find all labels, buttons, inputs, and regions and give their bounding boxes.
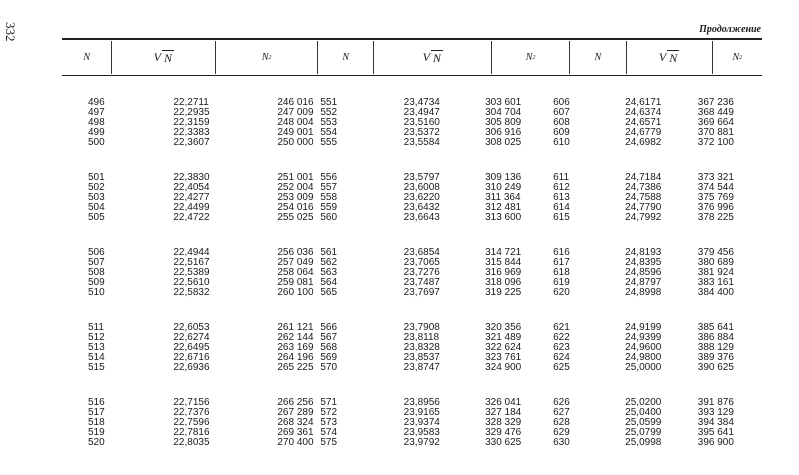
sqrt-value: 24,7992 <box>625 212 662 223</box>
square-value: 250 000 <box>277 137 314 148</box>
sqrt-value: 24,9399 <box>625 332 662 343</box>
n-value: 611 <box>553 172 570 183</box>
square-value: 305 809 <box>485 117 522 128</box>
square-value: 247 009 <box>277 107 314 118</box>
square-value: 370 881 <box>697 127 734 138</box>
sqrt-value: 24,9199 <box>625 322 662 333</box>
square-value: 251 001 <box>277 172 314 183</box>
sqrt-value: 23,7487 <box>403 277 440 288</box>
table-column <box>573 98 680 173</box>
sqrt-value: 24,9600 <box>625 342 662 353</box>
sqrt-value: 22,3830 <box>173 172 210 183</box>
square-value: 379 456 <box>697 247 734 258</box>
table-column <box>131 98 209 173</box>
square-value: 327 184 <box>485 407 522 418</box>
sqrt-value: 22,8035 <box>173 437 210 448</box>
sqrt-value: 22,4722 <box>173 212 210 223</box>
table-column <box>131 173 209 248</box>
sqrt-value: 22,3607 <box>173 137 210 148</box>
square-value: 262 144 <box>277 332 314 343</box>
square-value: 372 100 <box>697 137 734 148</box>
sqrt-value: 23,6854 <box>403 247 440 258</box>
sqrt-value: 22,6716 <box>173 352 210 363</box>
table-column <box>463 98 538 173</box>
table-column <box>463 323 538 398</box>
square-value: 323 761 <box>485 352 522 363</box>
table-block <box>62 98 762 173</box>
table-column <box>305 323 351 398</box>
square-value: 269 361 <box>277 427 314 438</box>
sqrt-value: 24,8797 <box>625 277 662 288</box>
n-value: 514 <box>88 352 105 363</box>
n-value: 569 <box>320 352 338 363</box>
sqrt-value: 22,5167 <box>173 257 210 268</box>
sqrt-value: 23,9583 <box>403 427 440 438</box>
sqrt-value: 24,6779 <box>625 127 662 138</box>
n-value: 629 <box>553 427 570 438</box>
header-n-1: N <box>83 52 91 63</box>
n-value: 519 <box>88 427 105 438</box>
square-value: 314 721 <box>485 247 522 258</box>
table-column <box>352 98 463 173</box>
n-value: 554 <box>320 127 338 138</box>
table-column <box>538 398 573 473</box>
sqrt-value: 25,0400 <box>625 407 662 418</box>
square-value: 328 329 <box>485 417 522 428</box>
square-value: 254 016 <box>277 202 314 213</box>
square-value: 264 196 <box>277 352 314 363</box>
sqrt-value: 23,7908 <box>403 322 440 333</box>
square-value: 378 225 <box>697 212 734 223</box>
sqrt-value: 22,5389 <box>173 267 210 278</box>
sqrt-value: 23,7276 <box>403 267 440 278</box>
sqrt-value: 24,7184 <box>625 172 662 183</box>
square-value: 321 489 <box>485 332 522 343</box>
square-value: 267 289 <box>277 407 314 418</box>
table-column <box>463 173 538 248</box>
sqrt-value: 22,7596 <box>173 417 210 428</box>
n-value: 558 <box>320 192 338 203</box>
square-value: 381 924 <box>697 267 734 278</box>
n-value: 512 <box>88 332 105 343</box>
table-top-rule <box>62 38 762 40</box>
table-column <box>131 248 209 323</box>
header-n-squared-2: N 2 <box>491 41 569 74</box>
table-column <box>680 323 762 398</box>
table-column <box>463 398 538 473</box>
sqrt-value: 22,7156 <box>173 397 210 408</box>
sqrt-value: 22,6053 <box>173 322 210 333</box>
n-value: 503 <box>88 192 105 203</box>
n-value: 630 <box>553 437 570 448</box>
table-column <box>680 398 762 473</box>
n-value: 562 <box>320 257 338 268</box>
square-value: 320 356 <box>485 322 522 333</box>
square-value: 255 025 <box>277 212 314 223</box>
n-value: 625 <box>553 362 570 373</box>
square-value: 367 236 <box>697 97 734 108</box>
table-column <box>463 248 538 323</box>
sqrt-value: 24,8998 <box>625 287 662 298</box>
sqrt-value: 25,0599 <box>625 417 662 428</box>
square-value: 311 364 <box>485 192 521 203</box>
table-block <box>62 398 762 473</box>
table-column <box>209 97 314 173</box>
square-value: 308 025 <box>485 137 522 148</box>
sqrt-value: 22,2935 <box>173 107 210 118</box>
n-value: 613 <box>553 192 570 203</box>
square-value: 259 081 <box>277 277 314 288</box>
table-column <box>352 398 463 473</box>
n-value: 502 <box>88 182 105 193</box>
sqrt-value: 24,9800 <box>625 352 662 363</box>
table-column <box>538 248 573 323</box>
table-column <box>680 248 762 323</box>
sqrt-value: 23,5797 <box>403 172 440 183</box>
n-value: 496 <box>88 97 105 108</box>
sqrt-value: 22,6936 <box>173 362 210 373</box>
n-value: 501 <box>88 172 105 183</box>
table-column <box>209 247 314 323</box>
n-value: 563 <box>320 267 338 278</box>
square-value: 252 004 <box>277 182 314 193</box>
square-value: 249 001 <box>277 127 314 138</box>
table-column <box>305 173 351 248</box>
n-value: 614 <box>553 202 570 213</box>
sqrt-value: 22,4054 <box>173 182 210 193</box>
square-value: 257 049 <box>277 257 314 268</box>
square-value: 373 321 <box>697 172 734 183</box>
header-n-squared-3: N 2 <box>712 41 762 74</box>
square-value: 310 249 <box>485 182 522 193</box>
sqrt-value: 22,6495 <box>173 342 210 353</box>
n-value: 618 <box>553 267 570 278</box>
n-value: 610 <box>553 137 570 148</box>
table-header-rule <box>62 75 762 76</box>
n-value: 627 <box>553 407 570 418</box>
table-column <box>538 323 573 398</box>
table-column <box>680 173 762 248</box>
table-block <box>62 173 762 248</box>
n-value: 513 <box>88 342 105 353</box>
square-value: 268 324 <box>277 417 314 428</box>
sqrt-value: 23,9165 <box>403 407 440 418</box>
table-body <box>62 98 762 473</box>
n-value: 552 <box>320 107 338 118</box>
header-sqrt-n-1: V N <box>111 41 215 74</box>
n-value: 559 <box>320 202 338 213</box>
header-n-squared-1: N 2 <box>215 41 317 74</box>
square-value: 395 641 <box>697 427 734 438</box>
square-value: 312 481 <box>485 202 522 213</box>
sqrt-value: 24,7386 <box>625 182 662 193</box>
square-value: 374 544 <box>697 182 734 193</box>
sqrt-value: 23,5372 <box>403 127 440 138</box>
sqrt-value: 25,0998 <box>625 437 662 448</box>
sqrt-value: 23,6643 <box>403 212 440 223</box>
n-value: 506 <box>88 247 105 258</box>
table-column <box>62 98 131 173</box>
sqrt-value: 23,8118 <box>403 332 440 343</box>
square-value: 380 689 <box>697 257 734 268</box>
n-value: 553 <box>320 117 338 128</box>
square-value: 384 400 <box>697 287 734 298</box>
n-value: 574 <box>320 427 338 438</box>
table-column <box>573 173 680 248</box>
n-value: 500 <box>88 137 105 148</box>
n-value: 608 <box>553 117 570 128</box>
sqrt-value: 23,5160 <box>403 117 440 128</box>
sqrt-value: 23,7697 <box>403 287 440 298</box>
sqrt-value: 22,2711 <box>173 97 209 108</box>
n-value: 515 <box>88 362 105 373</box>
square-value: 385 641 <box>697 322 734 333</box>
n-value: 609 <box>553 127 570 138</box>
square-value: 309 136 <box>485 172 522 183</box>
sqrt-value: 24,6571 <box>625 117 662 128</box>
table-column <box>538 98 573 173</box>
table-column <box>131 323 209 398</box>
n-value: 507 <box>88 257 105 268</box>
n-value: 572 <box>320 407 338 418</box>
n-value: 557 <box>320 182 338 193</box>
sqrt-value: 23,7065 <box>403 257 440 268</box>
square-value: 386 884 <box>697 332 734 343</box>
square-value: 253 009 <box>277 192 314 203</box>
sqrt-value: 24,8193 <box>625 247 662 258</box>
square-value: 396 900 <box>697 437 734 448</box>
table-column <box>62 248 131 323</box>
square-value: 394 384 <box>697 417 734 428</box>
sqrt-value: 23,4734 <box>403 97 440 108</box>
n-value: 520 <box>88 437 105 448</box>
n-value: 570 <box>320 362 338 373</box>
square-value: 326 041 <box>485 397 522 408</box>
square-value: 329 476 <box>485 427 522 438</box>
square-value: 389 376 <box>697 352 734 363</box>
table-column <box>305 398 351 473</box>
sqrt-value: 23,6432 <box>403 202 440 213</box>
table-column <box>209 397 314 473</box>
square-value: 260 100 <box>277 287 314 298</box>
square-value: 266 256 <box>277 397 314 408</box>
n-value: 510 <box>88 287 105 298</box>
n-value: 566 <box>320 322 338 333</box>
table-column <box>352 173 463 248</box>
header-n-2: N <box>317 41 373 74</box>
n-value: 606 <box>553 97 570 108</box>
n-value: 612 <box>553 182 570 193</box>
sqrt-value: 22,4277 <box>173 192 210 203</box>
sqrt-value: 23,8956 <box>403 397 440 408</box>
table-column <box>305 248 351 323</box>
sqrt-value: 24,6982 <box>625 137 662 148</box>
n-value: 497 <box>88 107 105 118</box>
square-value: 313 600 <box>485 212 522 223</box>
n-value: 508 <box>88 267 105 278</box>
n-value: 621 <box>553 322 570 333</box>
square-value: 263 169 <box>277 342 314 353</box>
square-value: 256 036 <box>277 247 314 258</box>
table-column <box>131 398 209 473</box>
n-value: 607 <box>553 107 570 118</box>
table-column <box>62 173 131 248</box>
n-value: 568 <box>320 342 338 353</box>
square-value: 303 601 <box>485 97 522 108</box>
square-value: 322 624 <box>485 342 522 353</box>
n-value: 622 <box>553 332 570 343</box>
table-column <box>209 322 314 398</box>
sqrt-value: 23,9374 <box>403 417 440 428</box>
page-number: 332 <box>3 22 18 42</box>
sqrt-value: 25,0200 <box>625 397 662 408</box>
sqrt-value: 24,8596 <box>625 267 662 278</box>
n-value: 626 <box>553 397 570 408</box>
sqrt-value: 22,4944 <box>173 247 210 258</box>
sqrt-value: 23,6008 <box>403 182 440 193</box>
sqrt-value: 24,7588 <box>625 192 662 203</box>
header-sqrt-n-3: V N <box>626 41 712 74</box>
table-column <box>538 173 573 248</box>
header-sqrt-n-2: V N <box>373 41 491 74</box>
n-value: 573 <box>320 417 338 428</box>
square-value: 393 129 <box>697 407 734 418</box>
n-value: 617 <box>553 257 570 268</box>
square-value: 330 625 <box>485 437 522 448</box>
sqrt-value: 23,8537 <box>403 352 440 363</box>
n-value: 575 <box>320 437 338 448</box>
table-column <box>209 172 314 248</box>
square-value: 306 916 <box>485 127 522 138</box>
square-value: 369 664 <box>697 117 734 128</box>
square-value: 304 704 <box>485 107 522 118</box>
sqrt-value: 23,4947 <box>403 107 440 118</box>
table-column <box>62 398 131 473</box>
n-value: 628 <box>553 417 570 428</box>
continuation-label: Продолжение <box>699 24 761 35</box>
square-value: 261 121 <box>277 322 314 333</box>
n-value: 509 <box>88 277 105 288</box>
n-value: 567 <box>320 332 338 343</box>
sqrt-value: 22,5832 <box>173 287 210 298</box>
table-column <box>680 98 762 173</box>
sqrt-value: 23,5584 <box>403 137 440 148</box>
square-value: 375 769 <box>697 192 734 203</box>
n-value: 551 <box>320 97 338 108</box>
n-value: 620 <box>553 287 570 298</box>
square-value: 315 844 <box>485 257 522 268</box>
sqrt-value: 24,6374 <box>625 107 662 118</box>
table-block <box>62 248 762 323</box>
header-n-3: N <box>569 41 625 74</box>
square-value: 391 876 <box>697 397 734 408</box>
n-value: 516 <box>88 397 105 408</box>
sqrt-value: 25,0000 <box>625 362 662 373</box>
sqrt-value: 25,0799 <box>625 427 662 438</box>
sqrt-value: 22,7816 <box>173 427 210 438</box>
square-value: 383 161 <box>697 277 734 288</box>
square-value: 270 400 <box>277 437 314 448</box>
n-value: 623 <box>553 342 570 353</box>
n-value: 560 <box>320 212 338 223</box>
n-value: 564 <box>320 277 338 288</box>
table-block <box>62 323 762 398</box>
n-value: 498 <box>88 117 105 128</box>
n-value: 504 <box>88 202 105 213</box>
square-value: 246 016 <box>277 97 314 108</box>
sqrt-value: 22,5610 <box>173 277 210 288</box>
sqrt-value: 22,3383 <box>173 127 210 138</box>
table-column <box>352 248 463 323</box>
table-column <box>352 323 463 398</box>
square-value: 318 096 <box>485 277 522 288</box>
square-value: 319 225 <box>485 287 522 298</box>
table-column <box>573 248 680 323</box>
table-column <box>573 398 680 473</box>
n-value: 511 <box>88 322 104 333</box>
square-value: 376 996 <box>697 202 734 213</box>
n-value: 615 <box>553 212 570 223</box>
n-value: 565 <box>320 287 338 298</box>
n-value: 571 <box>320 397 338 408</box>
n-value: 517 <box>88 407 105 418</box>
n-value: 556 <box>320 172 338 183</box>
n-value: 555 <box>320 137 338 148</box>
sqrt-value: 24,6171 <box>625 97 662 108</box>
table-column <box>573 323 680 398</box>
sqrt-value: 23,8328 <box>403 342 440 353</box>
sqrt-value: 23,6220 <box>403 192 440 203</box>
sqrt-value: 22,6274 <box>173 332 210 343</box>
n-value: 499 <box>88 127 105 138</box>
square-value: 258 064 <box>277 267 314 278</box>
square-value: 388 129 <box>697 342 734 353</box>
sqrt-value: 23,8747 <box>403 362 440 373</box>
sqrt-value: 24,7790 <box>625 202 662 213</box>
n-value: 624 <box>553 352 570 363</box>
square-value: 316 969 <box>485 267 522 278</box>
table-column <box>62 323 131 398</box>
square-value: 390 625 <box>697 362 734 373</box>
sqrt-value: 24,8395 <box>625 257 662 268</box>
table-header <box>62 41 762 74</box>
square-value: 368 449 <box>697 107 734 118</box>
n-value: 616 <box>553 247 570 258</box>
sqrt-value: 22,7376 <box>173 407 210 418</box>
sqrt-value: 22,3159 <box>173 117 210 128</box>
square-value: 324 900 <box>485 362 522 373</box>
square-value: 265 225 <box>277 362 314 373</box>
sqrt-value: 22,4499 <box>173 202 210 213</box>
n-value: 561 <box>320 247 338 258</box>
square-value: 248 004 <box>277 117 314 128</box>
table-column <box>305 98 351 173</box>
n-value: 518 <box>88 417 105 428</box>
n-value: 619 <box>553 277 570 288</box>
n-value: 505 <box>88 212 105 223</box>
sqrt-value: 23,9792 <box>403 437 440 448</box>
